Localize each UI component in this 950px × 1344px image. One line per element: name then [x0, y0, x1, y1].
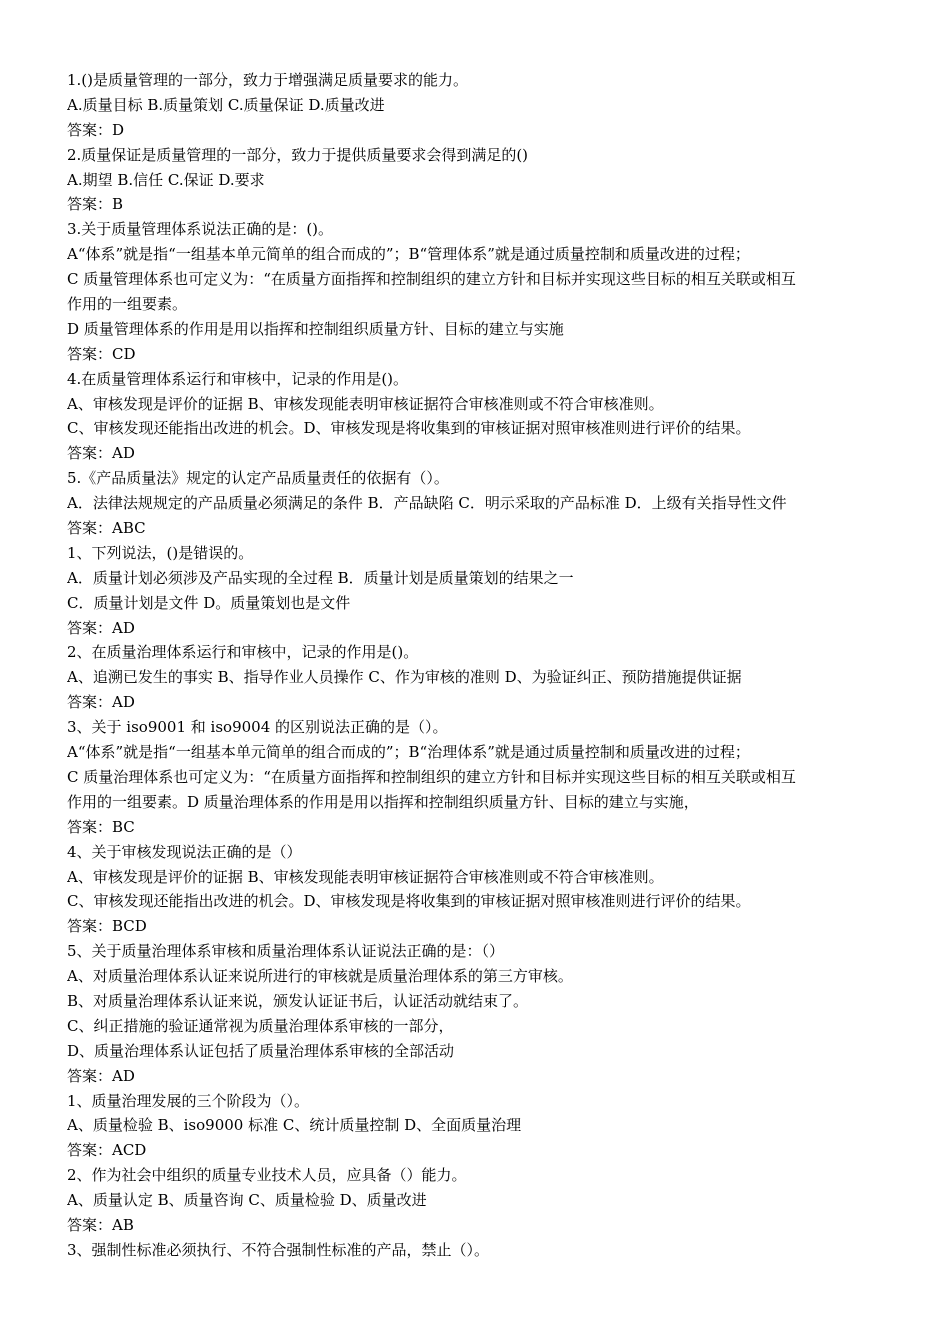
text-line: 1.()是质量管理的一部分，致力于增强满足质量要求的能力。 [67, 71, 469, 89]
text-line: C 质量治理体系也可定义为：“在质量方面指挥和控制组织的建立方针和目标并实现这些目标的相互关联或相互 [67, 767, 796, 786]
text-line: A、质量认定 B、质量咨询 C、质量检验 D、质量改进 [67, 1191, 427, 1210]
answer-line: 答案：AD [67, 444, 135, 463]
answer-line: 答案：BCD [67, 917, 147, 936]
text-line: 作用的一组要素。D 质量治理体系的作用是用以指挥和控制组织质量方针、目标的建立与实施， [67, 792, 699, 811]
answer-line: 答案：BC [67, 817, 135, 836]
text-line: A、审核发现是评价的证据 B、审核发现能表明审核证据符合审核准则或不符合审核准则。 [67, 394, 664, 413]
text-line: C、审核发现还能指出改进的机会。D、审核发现是将收集到的审核证据对照审核准则进行评价的结果。 [67, 892, 751, 911]
text-line: 2、作为社会中组织的质量专业技术人员，应具备（）能力。 [67, 1166, 467, 1185]
answer-line: 答案：AD [67, 618, 135, 637]
text-line: 4、关于审核发现说法正确的是（） [67, 842, 302, 861]
answer-line: 答案：AD [67, 693, 135, 712]
text-line: A、对质量治理体系认证来说所进行的审核就是质量治理体系的第三方审核。 [67, 967, 573, 986]
text-line: 3、强制性标准必须执行、不符合强制性标准的产品，禁止（）。 [67, 1240, 490, 1259]
text-line: 1、下列说法，()是错误的。 [67, 543, 254, 562]
text-line: D、质量治理体系认证包括了质量治理体系审核的全部活动 [67, 1041, 455, 1060]
text-line: C 质量管理体系也可定义为：“在质量方面指挥和控制组织的建立方针和目标并实现这些目标的相互关联或相互 [67, 270, 796, 289]
text-line: 3、关于 iso9001 和 iso9004 的区别说法正确的是（）。 [67, 718, 448, 737]
text-line: D 质量管理体系的作用是用以指挥和控制组织质量方针、目标的建立与实施 [67, 319, 564, 338]
text-line: 4.在质量管理体系运行和审核中，记录的作用是()。 [67, 369, 409, 388]
text-line: 3.关于质量管理体系说法正确的是：()。 [67, 220, 334, 239]
text-line: A.质量目标 B.质量策划 C.质量保证 D.质量改进 [67, 95, 385, 114]
answer-line: 答案：B [67, 195, 124, 214]
text-line: C、审核发现还能指出改进的机会。D、审核发现是将收集到的审核证据对照审核准则进行评价的结果。 [67, 419, 751, 438]
text-line: A、审核发现是评价的证据 B、审核发现能表明审核证据符合审核准则或不符合审核准则。 [67, 867, 664, 886]
text-line: A、质量检验 B、iso9000 标准 C、统计质量控制 D、全面质量治理 [67, 1116, 522, 1135]
text-line: C．质量计划是文件 D。质量策划也是文件 [67, 593, 351, 612]
answer-line: 答案：ABC [67, 519, 146, 538]
text-line: 2.质量保证是质量管理的一部分，致力于提供质量要求会得到满足的() [67, 145, 529, 164]
answer-line: 答案：ACD [67, 1141, 147, 1160]
answer-line: 答案：AD [67, 1066, 135, 1085]
text-line: A、追溯已发生的事实 B、指导作业人员操作 C、作为审核的准则 D、为验证纠正、预防措施提供证据 [67, 668, 742, 687]
text-line: A.期望 B.信任 C.保证 D.要求 [67, 170, 265, 189]
text-line: 2、在质量治理体系运行和审核中，记录的作用是()。 [67, 643, 419, 662]
text-line: A“体系”就是指“一组基本单元简单的组合而成的”；B“治理体系”就是通过质量控制和质量改进的过程； [67, 743, 750, 762]
answer-line: 答案：CD [67, 344, 136, 363]
text-line: 5、关于质量治理体系审核和质量治理体系认证说法正确的是：（） [67, 942, 505, 961]
answer-line: 答案：D [67, 120, 125, 139]
document-body [67, 68, 897, 1263]
text-line: A．质量计划必须涉及产品实现的全过程 B．质量计划是质量策划的结果之一 [67, 568, 574, 587]
text-line: A．法律法规规定的产品质量必须满足的条件 B．产品缺陷 C．明示采取的产品标准 D．上级有关指导性文件 [67, 494, 787, 513]
text-line: B、对质量治理体系认证来说，颁发认证证书后，认证活动就结束了。 [67, 991, 529, 1010]
text-line: 5.《产品质量法》规定的认定产品质量责任的依据有（）。 [67, 469, 449, 488]
text-line: 1、质量治理发展的三个阶段为（）。 [67, 1091, 310, 1110]
text-line: A“体系”就是指“一组基本单元简单的组合而成的”；B“管理体系”就是通过质量控制和质量改进的过程； [67, 245, 750, 264]
text-line: C、纠正措施的验证通常视为质量治理体系审核的一部分， [67, 1016, 454, 1035]
text-line: 作用的一组要素。 [67, 295, 188, 314]
answer-line: 答案：AB [67, 1215, 134, 1234]
